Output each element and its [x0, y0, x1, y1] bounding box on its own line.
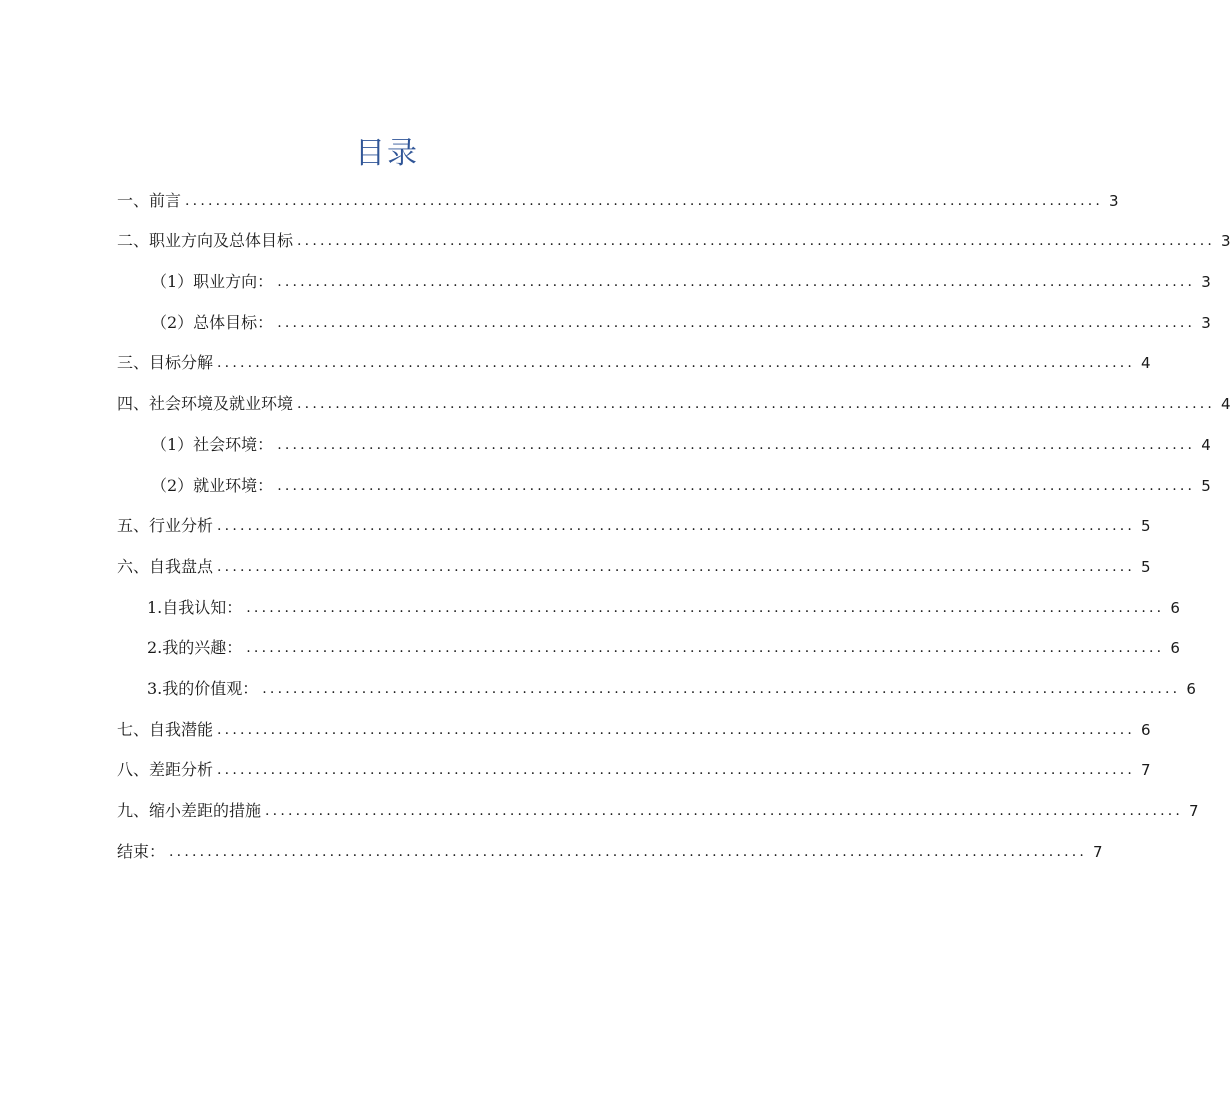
toc-dot-leader: ........................................................................................................................: [185, 192, 1104, 209]
toc-entry[interactable]: [117, 339, 1151, 380]
toc-entry[interactable]: [117, 257, 1211, 298]
toc-entry-text: 九、缩小差距的措施: [117, 801, 262, 820]
toc-page-number: 4: [1221, 395, 1231, 414]
toc-entry-text: 五、行业分析: [117, 516, 214, 536]
toc-dot-leader: ........................................................................................................................: [297, 233, 1216, 250]
toc-dot-leader: ........................................................................................................................: [169, 843, 1088, 860]
toc-entry[interactable]: [117, 705, 1151, 746]
toc-entry-text: 七、自我潜能: [117, 719, 214, 739]
toc-entry[interactable]: [117, 542, 1151, 583]
toc-dot-leader: ........................................................................................................................: [246, 640, 1165, 657]
toc-page-number: 3: [1201, 313, 1211, 332]
toc-page-number: 5: [1201, 476, 1211, 495]
toc-entry[interactable]: [117, 583, 1180, 624]
toc-dot-leader: ........................................................................................................................: [217, 558, 1136, 575]
toc-dot-leader: ........................................................................................................................: [277, 436, 1196, 453]
toc-entry[interactable]: [117, 420, 1211, 461]
toc-dot-leader: ........................................................................................................................: [246, 599, 1165, 616]
toc-page-number: 4: [1201, 435, 1211, 454]
toc-page-number: 6: [1170, 598, 1180, 617]
toc-entry-text: 二、职业方向及总体目标: [117, 231, 294, 251]
toc-entry[interactable]: [117, 786, 1199, 827]
toc-entry-text: （2）就业环境：: [151, 475, 274, 495]
toc-dot-leader: ........................................................................................................................: [217, 518, 1136, 535]
toc-entry-text: 2.我的兴趣：: [147, 638, 243, 658]
toc-dot-leader: ........................................................................................................................: [277, 314, 1196, 331]
toc-entry-text: 一、前言: [117, 190, 182, 210]
toc-entry-text: 四、社会环境及就业环境: [117, 394, 294, 414]
toc-dot-leader: ........................................................................................................................: [297, 396, 1216, 413]
toc-dot-leader: ........................................................................................................................: [277, 274, 1196, 291]
toc-entry-text: 3.我的价值观：: [147, 678, 259, 698]
toc-dot-leader: ........................................................................................................................: [217, 762, 1136, 779]
toc-page-number: 6: [1170, 639, 1180, 658]
toc-page-number: 5: [1141, 557, 1151, 576]
toc-page-number: 3: [1109, 191, 1119, 210]
toc-entry-text: 八、差距分析: [117, 760, 214, 780]
toc-entry[interactable]: [117, 379, 1231, 420]
toc-page-number: 7: [1141, 761, 1151, 780]
toc-entry[interactable]: [117, 217, 1231, 258]
toc-entry[interactable]: [117, 746, 1151, 787]
toc-entry-text: 结束：: [117, 841, 166, 861]
toc-page-number: 3: [1201, 273, 1211, 292]
toc-page-number: 7: [1093, 842, 1103, 861]
toc-page-number: 4: [1141, 354, 1151, 373]
toc-dot-leader: ........................................................................................................................: [265, 803, 1184, 819]
toc-dot-leader: ........................................................................................................................: [262, 680, 1181, 697]
toc-page-number: 6: [1186, 679, 1196, 698]
toc-title: 目录: [355, 136, 419, 171]
toc-dot-leader: ........................................................................................................................: [277, 477, 1196, 494]
toc-dot-leader: ........................................................................................................................: [217, 355, 1136, 372]
toc-entry[interactable]: [117, 827, 1103, 868]
toc-entry[interactable]: [117, 298, 1211, 339]
toc-dot-leader: ........................................................................................................................: [217, 721, 1136, 738]
toc-entry[interactable]: [117, 176, 1119, 217]
toc-entry[interactable]: [117, 502, 1151, 543]
toc-entry-text: （2）总体目标：: [151, 312, 274, 332]
toc-page-number: 7: [1189, 802, 1199, 820]
toc-entry-text: 1.自我认知：: [147, 597, 243, 617]
toc-entry-text: 三、目标分解: [117, 353, 214, 373]
table-of-contents: [117, 176, 1231, 868]
toc-entry-text: （1）职业方向：: [151, 272, 274, 292]
toc-entry[interactable]: [117, 461, 1211, 502]
toc-entry-text: （1）社会环境：: [151, 434, 274, 454]
toc-entry-text: 六、自我盘点: [117, 556, 214, 576]
toc-entry[interactable]: [117, 664, 1196, 705]
toc-page-number: 3: [1221, 232, 1231, 251]
toc-page-number: 6: [1141, 720, 1151, 739]
toc-entry[interactable]: [117, 624, 1180, 665]
toc-page-number: 5: [1141, 517, 1151, 536]
